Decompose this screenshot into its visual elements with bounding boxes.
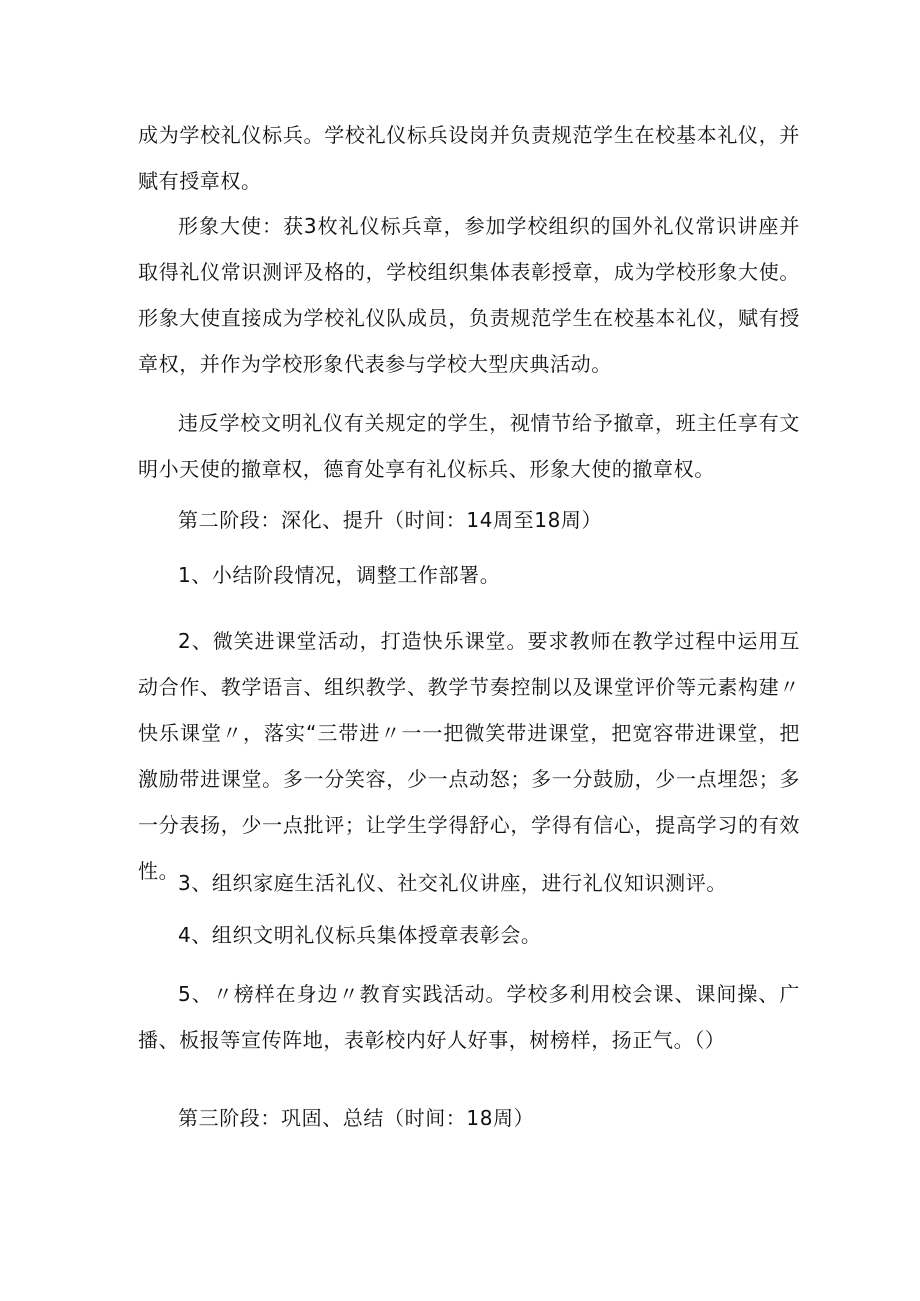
list-item-1: 1、小结阶段情况，调整工作部署。 [178,563,501,587]
paragraph-etiquette-guard: 成为学校礼仪标兵。学校礼仪标兵设岗并负责规范学生在校基本礼仪，并赋有授章权。 [138,123,800,193]
list-item-3: 3、组织家庭生活礼仪、社交礼仪讲座，进行礼仪知识测评。 [178,871,727,895]
list-item-2: 2、微笑进课堂活动，打造快乐课堂。要求教师在教学过程中运用互动合作、教学语言、组织教学、教学节奏控制以及课堂评价等元素构建〃快乐课堂〃，落实“三带进〃一一把微笑带进课堂，把宽容带进课堂，把激励带进课堂。多一分笑容，少一点动怒；多一分鼓励，少一点埋怨；多一分表扬，少一点批评；让学生学得舒心，学得有信心，提高学习的有效性。 [138,629,800,883]
heading-stage-three: 第三阶段：巩固、总结（时间：18周） [178,1106,535,1130]
list-item-4: 4、组织文明礼仪标兵集体授章表彰会。 [178,923,542,947]
list-item-5: 5、〃榜样在身边〃教育实践活动。学校多利用校会课、课间操、广播、板报等宣传阵地，表彰校内好人好事，树榜样，扬正气。（） [138,982,800,1052]
heading-stage-two: 第二阶段：深化、提升（时间：14周至18周） [178,508,603,532]
paragraph-badge-revocation: 违反学校文明礼仪有关规定的学生，视情节给予撤章，班主任享有文明小天使的撤章权，德育处享有礼仪标兵、形象大使的撤章权。 [138,411,800,481]
paragraph-image-ambassador: 形象大使：获3枚礼仪标兵章，参加学校组织的国外礼仪常识讲座并取得礼仪常识测评及格的，学校组织集体表彰授章，成为学校形象大使。形象大使直接成为学校礼仪队成员，负责规范学生在校基本礼仪，赋有授章权，并作为学校形象代表参与学校大型庆典活动。 [138,214,800,376]
